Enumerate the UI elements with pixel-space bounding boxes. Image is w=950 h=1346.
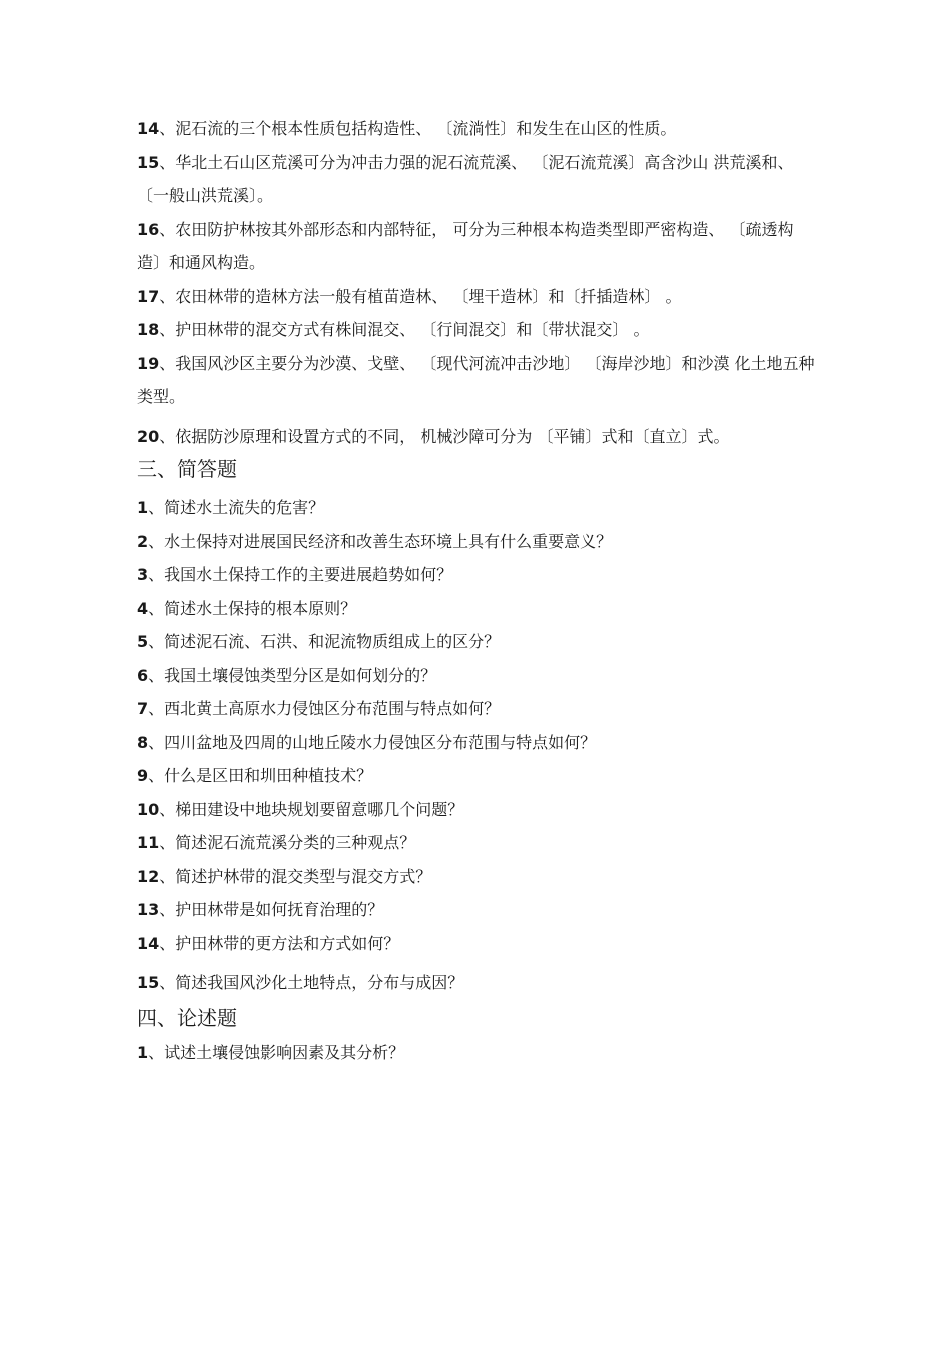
short-answer-item-10: 10、梯田建设中地块规划要留意哪几个问题？ xyxy=(137,799,464,819)
short-answer-item-5: 5、简述泥石流、石洪、和泥流物质组成上的区分？ xyxy=(137,632,501,651)
fill-in-item-20: 20、依据防沙原理和设置方式的不同， 机械沙障可分为 〔平铺〕式和〔直立〕式。 xyxy=(137,426,730,446)
short-answer-item-7: 7、西北黄土高原水力侵蚀区分布范围与特点如何？ xyxy=(137,699,501,718)
short-answer-item-15: 15、简述我国风沙化土地特点，分布与成因？ xyxy=(137,973,464,992)
short-answer-item-12: 12、简述护林带的混交类型与混交方式？ xyxy=(137,866,432,886)
fill-in-item-15: 15、华北土石山区荒溪可分为冲击力强的泥石流荒溪、 〔泥石流荒溪〕高含沙山 洪荒溪和、〔一般山洪荒溪〕。 xyxy=(137,152,794,205)
short-answer-item-6: 6、我国土壤侵蚀类型分区是如何划分的？ xyxy=(137,665,437,685)
short-answer-item-13: 13、护田林带是如何抚育治理的？ xyxy=(137,900,384,919)
short-answer-item-14: 14、护田林带的更方法和方式如何？ xyxy=(137,933,400,953)
section-heading-short-answer: 三、简答题 xyxy=(137,457,237,481)
fill-in-item-19: 19、我国风沙区主要分为沙漠、戈壁、 〔现代河流冲击沙地〕 〔海岸沙地〕和沙漠 化土地五种类型。 xyxy=(137,353,815,406)
fill-in-item-14: 14、泥石流的三个根本性质包括构造性、 〔流淌性〕和发生在山区的性质。 xyxy=(137,119,677,138)
fill-in-item-17: 17、农田林带的造林方法一般有植苗造林、 〔埋干造林〕和〔扦插造林〕 。 xyxy=(137,286,682,306)
essay-item-1: 1、试述土壤侵蚀影响因素及其分析？ xyxy=(137,1042,405,1062)
short-answer-item-4: 4、简述水土保持的根本原则？ xyxy=(137,598,357,618)
short-answer-item-8: 8、四川盆地及四周的山地丘陵水力侵蚀区分布范围与特点如何？ xyxy=(137,732,597,752)
short-answer-item-2: 2、水土保持对进展国民经济和改善生态环境上具有什么重要意义？ xyxy=(137,531,613,551)
fill-in-item-16: 16、农田防护林按其外部形态和内部特征， 可分为三种根本构造类型即严密构造、 〔疏透构造〕和通风构造。 xyxy=(137,219,794,272)
document-page xyxy=(137,112,817,1069)
short-answer-item-3: 3、我国水土保持工作的主要进展趋势如何？ xyxy=(137,565,453,584)
short-answer-item-1: 1、简述水土流失的危害？ xyxy=(137,498,325,517)
short-answer-item-9: 9、什么是区田和圳田种植技术？ xyxy=(137,766,373,785)
short-answer-item-11: 11、简述泥石流荒溪分类的三种观点？ xyxy=(137,833,416,852)
fill-in-item-18: 18、护田林带的混交方式有株间混交、 〔行间混交〕和〔带状混交〕 。 xyxy=(137,320,650,339)
section-heading-essay: 四、论述题 xyxy=(137,1005,237,1030)
